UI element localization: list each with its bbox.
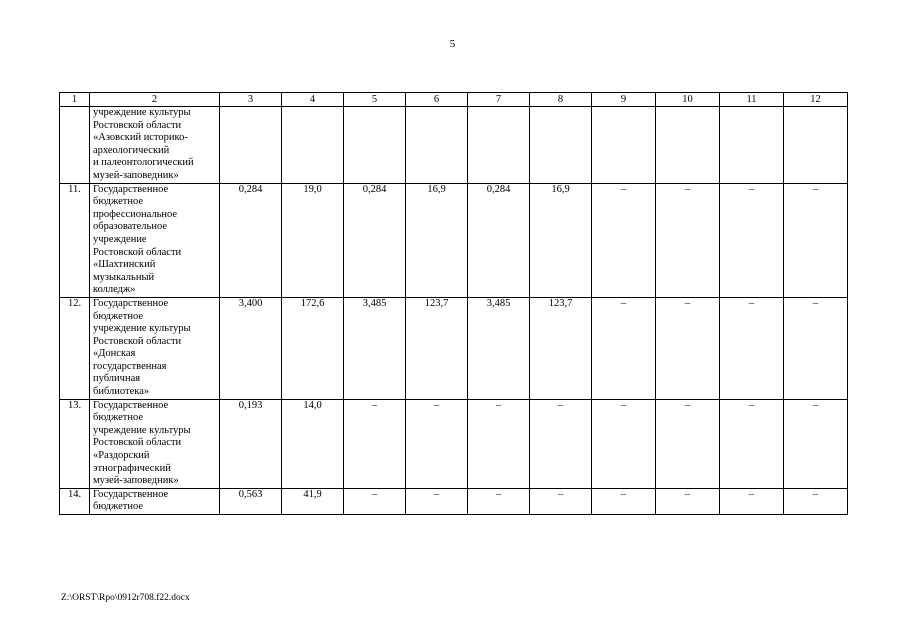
value-cell: – <box>468 399 530 488</box>
value-cell: 16,9 <box>406 183 468 297</box>
institution-name-line: Ростовской области <box>93 246 182 258</box>
value-cell: – <box>656 183 720 297</box>
value-cell: – <box>530 399 592 488</box>
column-header: 2 <box>90 93 220 107</box>
value-cell <box>784 107 848 184</box>
table-row <box>60 297 848 399</box>
institution-name-line: «Раздорский <box>93 450 150 462</box>
institution-name-line: этнографический <box>93 462 171 474</box>
value-cell: – <box>530 488 592 514</box>
value-cell: – <box>656 399 720 488</box>
value-cell: 0,284 <box>344 183 406 297</box>
institution-name-line: бюджетное <box>93 310 144 322</box>
institution-name-line: бюджетное <box>93 196 144 208</box>
institution-name-line: музей-заповедник» <box>93 475 179 487</box>
institution-name <box>90 488 220 514</box>
value-cell: – <box>592 297 656 399</box>
value-cell: – <box>720 488 784 514</box>
column-header: 8 <box>530 93 592 107</box>
value-cell <box>468 107 530 184</box>
column-header: 5 <box>344 93 406 107</box>
value-cell: 14,0 <box>282 399 344 488</box>
institution-name-line: бюджетное <box>93 501 144 513</box>
institution-name-line: «Азовский историко- <box>93 132 188 144</box>
column-header: 9 <box>592 93 656 107</box>
institution-name-line: музыкальный <box>93 271 155 283</box>
value-cell: – <box>784 399 848 488</box>
value-cell <box>220 107 282 184</box>
column-header: 4 <box>282 93 344 107</box>
row-number: 12. <box>60 297 90 399</box>
institution-name-line: публичная <box>93 373 141 385</box>
institution-name-line: «Донская <box>93 348 136 360</box>
value-cell: 0,284 <box>220 183 282 297</box>
page-number: 5 <box>449 38 456 50</box>
value-cell: 19,0 <box>282 183 344 297</box>
institution-name-line: «Шахтинский <box>93 259 156 271</box>
institution-name-line: Ростовской области <box>93 335 182 347</box>
value-cell: 16,9 <box>530 183 592 297</box>
value-cell: – <box>344 399 406 488</box>
value-cell: – <box>720 183 784 297</box>
row-number: 11. <box>60 183 90 297</box>
institution-name-line: государственная <box>93 360 167 372</box>
value-cell <box>720 107 784 184</box>
institution-name-line: библиотека» <box>93 386 150 398</box>
value-cell: – <box>784 297 848 399</box>
institution-name-line: Государственное <box>93 183 169 195</box>
table-body <box>60 107 848 515</box>
value-cell: 0,563 <box>220 488 282 514</box>
value-cell: – <box>592 399 656 488</box>
institution-name-line: Государственное <box>93 297 169 309</box>
value-cell: – <box>784 183 848 297</box>
institution-name <box>90 399 220 488</box>
row-number: 14. <box>60 488 90 514</box>
value-cell <box>592 107 656 184</box>
value-cell: – <box>592 488 656 514</box>
institution-name <box>90 183 220 297</box>
value-cell: 3,485 <box>344 297 406 399</box>
value-cell: – <box>656 488 720 514</box>
institution-name-line: учреждение культуры <box>93 107 191 118</box>
value-cell: 123,7 <box>406 297 468 399</box>
table-row <box>60 488 848 514</box>
footer-file-path: Z:\ORST\Rpo\0912r708.f22.docx <box>61 593 190 603</box>
value-cell <box>656 107 720 184</box>
value-cell: – <box>344 488 406 514</box>
institution-name-line: учреждение культуры <box>93 323 191 335</box>
column-header: 10 <box>656 93 720 107</box>
value-cell <box>530 107 592 184</box>
institution-name-line: музей-заповедник» <box>93 169 179 181</box>
institution-name-line: профессиональное <box>93 208 178 220</box>
table-row <box>60 183 848 297</box>
institution-name-line: археологический <box>93 144 170 156</box>
value-cell: 172,6 <box>282 297 344 399</box>
value-cell: – <box>406 488 468 514</box>
value-cell: – <box>468 488 530 514</box>
value-cell: – <box>656 297 720 399</box>
institution-name-line: колледж» <box>93 284 136 296</box>
value-cell <box>406 107 468 184</box>
value-cell: – <box>784 488 848 514</box>
column-header: 6 <box>406 93 468 107</box>
column-header: 1 <box>60 93 90 107</box>
row-number: 13. <box>60 399 90 488</box>
table-row <box>60 399 848 488</box>
institution-name-line: бюджетное <box>93 412 144 424</box>
value-cell <box>344 107 406 184</box>
institution-name <box>90 297 220 399</box>
institution-name-line: Ростовской области <box>93 119 182 131</box>
value-cell: 3,400 <box>220 297 282 399</box>
column-header: 7 <box>468 93 530 107</box>
value-cell: – <box>720 399 784 488</box>
table-row <box>60 107 848 184</box>
institution-name-line: Государственное <box>93 399 169 411</box>
value-cell <box>282 107 344 184</box>
data-table <box>59 92 848 515</box>
institution-name-line: Государственное <box>93 488 169 500</box>
institution-name <box>90 107 220 184</box>
institution-name-line: образовательное <box>93 221 167 233</box>
institution-name-line: Ростовской области <box>93 437 182 449</box>
institution-name-line: учреждение <box>93 233 147 245</box>
row-number <box>60 107 90 184</box>
value-cell: 41,9 <box>282 488 344 514</box>
value-cell: 0,284 <box>468 183 530 297</box>
column-header: 3 <box>220 93 282 107</box>
institution-name-line: и палеонтологический <box>93 157 194 169</box>
value-cell: 123,7 <box>530 297 592 399</box>
value-cell: – <box>406 399 468 488</box>
column-header: 11 <box>720 93 784 107</box>
header-row <box>60 93 848 107</box>
value-cell: – <box>720 297 784 399</box>
value-cell: 3,485 <box>468 297 530 399</box>
value-cell: – <box>592 183 656 297</box>
column-header: 12 <box>784 93 848 107</box>
institution-name-line: учреждение культуры <box>93 424 191 436</box>
value-cell: 0,193 <box>220 399 282 488</box>
